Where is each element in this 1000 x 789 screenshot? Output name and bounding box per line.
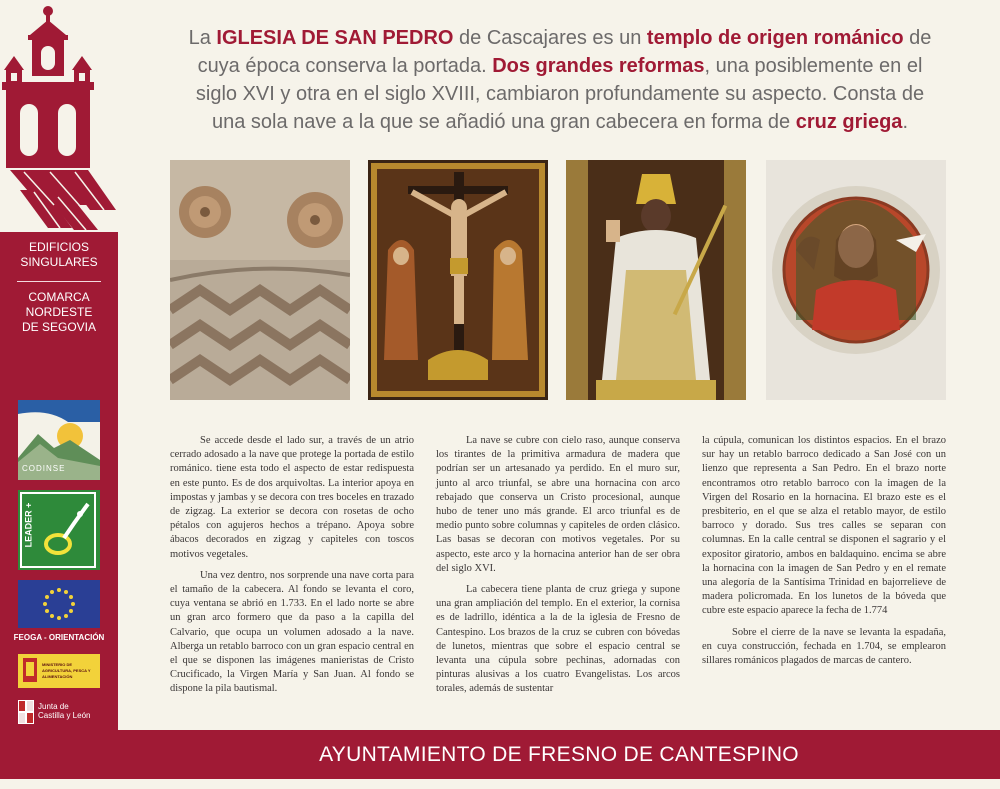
category-region <box>0 290 118 335</box>
feoga-label: FEOGA - ORIENTACIÓN <box>13 633 105 642</box>
intro-segment: . <box>902 111 908 133</box>
paragraph: Se accede desde el lado sur, a través de un atrio cerrado adosado a la nave que protege la portada de estilo románico. tiene esta todo el aspecto de estar redispuesta en este punto. Es de dos arquivoltas. La interior apoya en impostas y jambas y se decora con tres boceles en trazado de zigzag. La exterior se decora con rosetas de ocho pétalos con agujeros hechos a trépano. Apoya sobre ábacos decorados en zigzag y capiteles con toscos motivos vegetales. <box>170 435 414 560</box>
portal-rosettes-photo <box>170 160 350 400</box>
ministerio-logo <box>18 654 100 688</box>
category-divider <box>17 281 101 282</box>
intro-highlight: templo de origen románico <box>646 27 904 49</box>
church-tower-logo <box>0 0 118 232</box>
text-column-2 <box>436 434 680 704</box>
paragraph: La cabecera tiene planta de cruz griega y supone una gran ampliación del templo. En el exterior, la cornisa es de ladrillo, idéntica a la de la iglesia de Fresno de Cantespino. Los brazos de la cruz se cubren con bóvedas de lunetos, mientras que sobre el espacio central se levanta una cúpula sobre pechinas, adornadas con pinturas alusivas a los cuatro Evangelistas. Los arcos torales, además de sustentar <box>436 584 680 695</box>
junta-label-line: Castilla y León <box>38 711 91 720</box>
municipality-title: AYUNTAMIENTO DE FRESNO DE CANTESPINO <box>319 743 799 766</box>
category-line: COMARCA <box>28 290 90 304</box>
intro-segment: La <box>188 27 217 49</box>
intro-text <box>180 24 940 136</box>
footer-strip <box>0 779 1000 789</box>
paragraph: Sobre el cierre de la nave se levanta la espadaña, en cuya construcción, fechada en 1.704, se emplearon sillares románicos plagados de marcas de cantero. <box>702 626 946 667</box>
intro-segment: de Cascajares es un <box>453 27 647 49</box>
evangelist-medallion-photo <box>766 160 946 400</box>
junta-shield-icon <box>18 700 34 724</box>
calvary-retable-photo <box>368 160 548 400</box>
codinse-label: CODINSE <box>22 464 66 473</box>
intro-highlight: Dos grandes reformas <box>492 55 705 77</box>
paragraph: Una vez dentro, nos sorprende una nave corta para el tamaño de la cabecera. Al fondo se levanta el coro, cuya ventana se abrió en 1.733. En el lado norte se abre un gran arco formero que da paso a la capilla del Calvario, que ocupa un volumen adosado a la nave. Alberga un retablo barroco con un gran espacio central en el que se disponen las imágenes manieristas de Cristo Crucificado, la Virgen María y San Juan. Al fondo se dispone la pila bautismal. <box>170 569 414 695</box>
text-column-3 <box>702 434 946 675</box>
category-line: SINGULARES <box>20 255 98 269</box>
paragraph: La nave se cubre con cielo raso, aunque conserva los tirantes de la primitiva armadura de madera que podrían ser un artesanado ya perdido. En el muro sur, junto al arco triunfal, se abre una hornacina con arco rebajado que conserva un Cristo procesional, aunque hubo de tener uno más grande. El arco triunfal es de medio punto sobre columnas y capiteles de orden clásico. Las basas se decoran con motivos vegetales. Por su aspecto, este arco y la hornacina anterior han de ser obra del siglo XVI. <box>436 435 680 574</box>
paragraph: la cúpula, comunican los distintos espacios. En el brazo sur hay un retablo barroco dedicado a San José con un lienzo que representa a San Pedro. En el brazo norte encontramos otro retablo barroco con la imagen de la Virgen del Rosario en la hornacina. El brazo este es el presbiterio, en el que se alza el retablo mayor, de estilo barroco y dorado. Sus tres calles se separan con columnas. En la calle central se disponen el sagrario y el expositor giratorio, ambos en baldaquino. encima se abre la hornacina con la imagen de San Pedro y en el remate una alegoría de la Santísima Trinidad en bajorrelieve de madera policromada. En los lunetos de la bóveda que cubre este espacio aparece la fecha de 1.774 <box>702 435 946 617</box>
intro-highlight: IGLESIA DE SAN PEDRO <box>216 27 454 49</box>
leader-plus-logo <box>18 490 100 570</box>
category-line: NORDESTE <box>25 305 93 319</box>
eu-flag-logo <box>18 580 100 628</box>
category-line: EDIFICIOS <box>28 240 89 254</box>
category-singular-buildings <box>0 240 118 270</box>
category-line: DE SEGOVIA <box>21 320 97 334</box>
intro-segment: de cuya época conserva la portada. <box>197 27 932 77</box>
codinse-logo <box>18 400 100 480</box>
saint-peter-statue-photo <box>566 160 746 400</box>
intro-segment: , una posiblemente en el siglo XVI y otra en el siglo XVIII, cambiaron profundamente su aspecto. Consta de una sola nave a la que se añadió una gran cabecera en forma de <box>195 55 925 133</box>
junta-label-line: Junta de <box>38 702 69 711</box>
leader-label: LEADER + <box>23 502 34 548</box>
sidebar <box>0 0 118 730</box>
text-column-1 <box>170 434 414 704</box>
ministerio-label: MINISTERIO DE AGRICULTURA, PESCA Y ALIMENTACIÓN <box>42 662 91 679</box>
junta-castilla-leon-logo <box>18 698 114 728</box>
footer-band <box>0 730 1000 789</box>
intro-highlight: cruz griega <box>795 111 903 133</box>
